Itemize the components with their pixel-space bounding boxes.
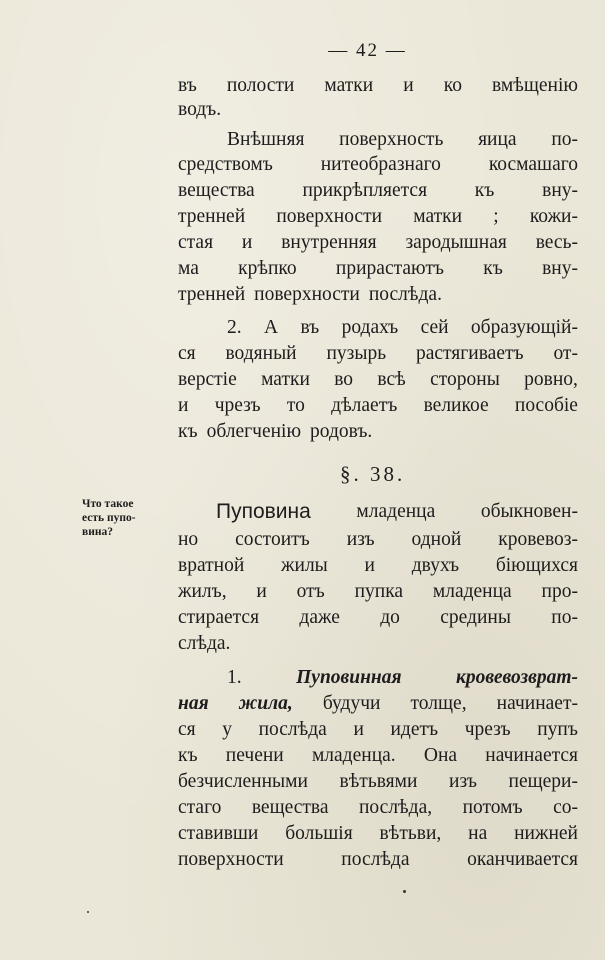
word: Пуповина xyxy=(216,500,311,523)
word: и xyxy=(256,581,267,602)
word: изъ xyxy=(449,771,477,792)
word: вѣтьвями xyxy=(339,771,418,792)
word: дѣлаетъ xyxy=(331,395,398,416)
word: про- xyxy=(541,581,578,602)
word: слѣда. xyxy=(178,633,231,654)
word: одной xyxy=(411,529,462,550)
word: А xyxy=(263,317,279,338)
word: у xyxy=(222,719,232,740)
word: и xyxy=(241,232,253,253)
word: во xyxy=(334,369,354,390)
word: поверхность xyxy=(339,129,444,150)
text-line xyxy=(178,342,578,366)
text-line xyxy=(178,718,578,742)
word: великое xyxy=(423,395,489,416)
word: и xyxy=(178,395,189,416)
word: младенца xyxy=(356,501,436,522)
word: чрезъ xyxy=(214,395,261,416)
word: печени xyxy=(225,745,284,766)
word: верстіе xyxy=(178,369,237,390)
word: и xyxy=(353,719,364,740)
word: крѣпко xyxy=(238,258,297,279)
word: тренней xyxy=(178,206,246,227)
word: біющихся xyxy=(495,555,578,576)
word: космашаго xyxy=(488,154,578,175)
word: нижней xyxy=(514,823,578,844)
word: от- xyxy=(553,343,578,364)
word: начинает- xyxy=(496,693,578,714)
text-line xyxy=(178,368,578,392)
text-line xyxy=(178,394,578,418)
word: къ xyxy=(483,258,503,279)
text-line xyxy=(178,283,451,307)
word: поверхности xyxy=(254,284,360,305)
text-line xyxy=(216,500,578,524)
word: къ xyxy=(178,745,198,766)
word: вмѣщенію xyxy=(492,75,578,96)
word: вещества xyxy=(178,180,255,201)
word: жилъ, xyxy=(178,581,227,602)
word: средины xyxy=(440,607,511,628)
word: всѣ xyxy=(377,369,406,390)
word: толще, xyxy=(410,693,467,714)
text-line xyxy=(178,98,230,122)
text-line xyxy=(178,770,578,794)
text-line xyxy=(178,205,578,229)
text-line xyxy=(178,692,578,716)
word: поверхности xyxy=(276,206,383,227)
word: идетъ xyxy=(390,719,439,740)
word: жила, xyxy=(238,693,293,714)
word: послѣда, xyxy=(359,797,433,818)
word: большія xyxy=(285,823,353,844)
word: ная xyxy=(178,693,209,714)
word: къ xyxy=(474,180,495,201)
text-line xyxy=(227,666,578,690)
word: вещества xyxy=(251,797,329,818)
ink-speck xyxy=(403,890,406,893)
word: тренней xyxy=(178,284,246,305)
word: жилы xyxy=(281,555,328,576)
word: въ xyxy=(178,75,197,96)
word: то xyxy=(286,395,305,416)
word: средствомъ xyxy=(178,154,273,175)
word: и xyxy=(403,75,414,96)
text-line xyxy=(178,822,578,846)
word: по- xyxy=(551,607,578,628)
text-line xyxy=(178,528,578,552)
word: пещери- xyxy=(508,771,578,792)
word: ставивши xyxy=(178,823,259,844)
word: нитеобразнаго xyxy=(320,154,441,175)
word: зародышная xyxy=(405,232,507,253)
word: 2. xyxy=(227,317,242,338)
text-line xyxy=(227,128,578,152)
word: кожи- xyxy=(529,206,578,227)
word: со- xyxy=(553,797,578,818)
word: Пуповинная xyxy=(296,667,402,688)
word: 1. xyxy=(227,667,242,688)
page-number: — 42 — xyxy=(328,40,407,61)
margin-note-line: Что такое xyxy=(82,498,134,510)
word: начинается xyxy=(485,745,578,766)
text-line xyxy=(178,257,578,281)
word: поверхности xyxy=(178,849,284,870)
word: состоитъ xyxy=(235,529,310,550)
word: ко xyxy=(443,75,462,96)
word: будучи xyxy=(322,693,381,714)
word: даже xyxy=(299,607,340,628)
word: изъ xyxy=(346,529,375,550)
word: но xyxy=(178,529,199,550)
word: вѣтьви, xyxy=(379,823,442,844)
word: младенца. xyxy=(311,745,396,766)
text-line xyxy=(178,74,578,98)
text-line xyxy=(178,744,578,768)
word: чрезъ xyxy=(464,719,511,740)
text-line xyxy=(178,848,578,872)
word: яица xyxy=(478,129,517,150)
word: обыкновен- xyxy=(480,501,578,522)
word: вну- xyxy=(542,180,578,201)
word: прирастаютъ xyxy=(335,258,444,279)
word: пособіе xyxy=(514,395,578,416)
word: ся xyxy=(178,719,196,740)
margin-note-line: есть пупо- xyxy=(82,512,136,524)
word: послѣда xyxy=(341,849,410,870)
word: кровевозврат- xyxy=(456,667,578,688)
text-line xyxy=(178,179,578,203)
word: полости xyxy=(226,75,295,96)
word: вну- xyxy=(542,258,578,279)
text-line xyxy=(178,231,578,255)
word: потомъ xyxy=(462,797,523,818)
text-line xyxy=(178,153,578,177)
word: пупъ xyxy=(537,719,578,740)
word: на xyxy=(468,823,488,844)
word: Она xyxy=(423,745,458,766)
word: водяный xyxy=(225,343,297,364)
word: оканчивается xyxy=(467,849,578,870)
word: растягиваетъ xyxy=(415,343,524,364)
word: родахъ xyxy=(341,317,399,338)
text-line xyxy=(227,316,578,340)
word: внутренняя xyxy=(281,232,377,253)
word: младенца xyxy=(432,581,512,602)
word: матки xyxy=(324,75,374,96)
word: Внѣшняя xyxy=(227,129,305,150)
word: матки xyxy=(413,206,463,227)
word: ровно, xyxy=(524,369,578,390)
word: стороны xyxy=(430,369,500,390)
word: безчисленными xyxy=(178,771,308,792)
word: весь- xyxy=(535,232,578,253)
text-line xyxy=(178,580,578,604)
text-line xyxy=(178,554,578,578)
word: стаго xyxy=(178,797,222,818)
text-line xyxy=(178,420,381,444)
word: двухъ xyxy=(411,555,460,576)
word: прикрѣпляется xyxy=(302,180,428,201)
word: вратной xyxy=(178,555,245,576)
ink-speck xyxy=(87,911,89,913)
word: послѣда xyxy=(258,719,327,740)
word: до xyxy=(380,607,400,628)
word: родовъ. xyxy=(310,421,373,442)
word: стая xyxy=(178,232,214,253)
word: кровевоз- xyxy=(498,529,578,550)
word: сей xyxy=(420,317,449,338)
word: пупка xyxy=(354,581,404,602)
word: матки xyxy=(261,369,310,390)
word: ся xyxy=(178,343,196,364)
margin-note xyxy=(82,497,182,539)
word: образующій- xyxy=(470,317,578,338)
text-line xyxy=(178,796,578,820)
word: ; xyxy=(493,206,499,227)
word: облегченію xyxy=(206,421,302,442)
word: водъ. xyxy=(178,99,222,120)
text-line xyxy=(178,606,578,630)
word: послѣда. xyxy=(368,284,442,305)
margin-note-line: вина? xyxy=(82,526,113,538)
word: къ xyxy=(178,421,198,442)
section-heading: §. 38. xyxy=(340,462,406,486)
word: и xyxy=(364,555,375,576)
word: отъ xyxy=(296,581,325,602)
word: по- xyxy=(551,129,578,150)
word: въ xyxy=(300,317,320,338)
word: пузырь xyxy=(326,343,387,364)
word: стирается xyxy=(178,607,260,628)
text-line xyxy=(178,632,239,656)
word: ма xyxy=(178,258,199,279)
